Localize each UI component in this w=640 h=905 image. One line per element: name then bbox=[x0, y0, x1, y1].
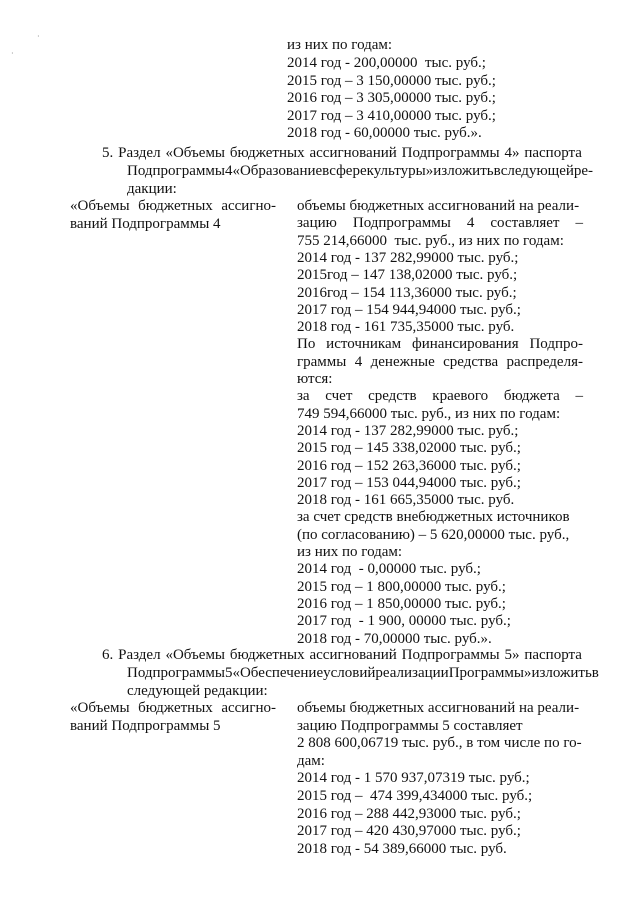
section6-value-line: 2018 год - 54 389,66000 тыс. руб. bbox=[297, 840, 507, 857]
word: изложить bbox=[433, 163, 494, 179]
word: средств bbox=[368, 388, 417, 405]
section5-value-line bbox=[297, 336, 583, 353]
word: культуры» bbox=[366, 163, 434, 179]
word: в bbox=[493, 163, 501, 179]
word: 4» bbox=[504, 145, 520, 161]
word: условий bbox=[323, 665, 376, 681]
section6-value-line: 2017 год – 420 430,97000 тыс. руб.; bbox=[297, 823, 521, 840]
word: в bbox=[591, 665, 599, 681]
section5-value-line: ются: bbox=[297, 371, 333, 387]
word: ассигнований bbox=[309, 647, 397, 663]
word: распределя- bbox=[506, 353, 583, 370]
scan-mark: · bbox=[37, 32, 40, 41]
section6-paragraph-line bbox=[102, 647, 582, 664]
word: изложить bbox=[531, 665, 592, 681]
year-amount-line: 2014 год - 200,00000 тыс. руб.; bbox=[287, 55, 486, 71]
section5-value-line: 2014 год - 137 282,99000 тыс. руб.; bbox=[297, 422, 519, 439]
section5-value-line: 2016 год – 1 850,00000 тыс. руб.; bbox=[297, 595, 506, 612]
section5-value-line: (по согласованию) – 5 620,00000 тыс. руб., bbox=[297, 526, 570, 543]
word: По bbox=[297, 336, 316, 353]
word: Подпрограммы bbox=[352, 215, 451, 232]
section6-value-line: 2 808 600,06719 тыс. руб., в том числе по го- bbox=[297, 735, 582, 752]
word: «Образование bbox=[232, 163, 323, 179]
word: Подпро- bbox=[529, 336, 583, 353]
word: зацию bbox=[297, 215, 337, 232]
year-amount-line: 2017 год – 3 410,00000 тыс. руб.; bbox=[287, 107, 496, 124]
section5-value-line: 749 594,66000 тыс. руб., из них по годам: bbox=[297, 405, 561, 422]
word: следующей bbox=[500, 163, 574, 179]
section6-label-line: ваний Подпрограммы 5 bbox=[70, 717, 221, 734]
section5-value-line: из них по годам: bbox=[297, 544, 403, 560]
year-amount-line: 2018 год - 60,00000 тыс. руб.». bbox=[287, 125, 482, 142]
section5-value-line: 2015 год – 1 800,00000 тыс. руб.; bbox=[297, 578, 506, 595]
section5-value-line: 2018 год - 161 665,35000 тыс. руб. bbox=[297, 492, 515, 509]
section5-value-line: 2016 год – 152 263,36000 тыс. руб.; bbox=[297, 457, 521, 474]
section5-label-line bbox=[70, 198, 276, 215]
section5-value-line: 2017 год – 154 944,94000 тыс. руб.; bbox=[297, 301, 521, 318]
section5-label-line: ваний Подпрограммы 4 bbox=[70, 215, 221, 232]
word: бюджетных bbox=[138, 198, 213, 214]
word: ассигно- bbox=[221, 700, 276, 716]
word: 4 bbox=[354, 353, 363, 370]
section5-value-line: 2017 год - 1 900, 00000 тыс. руб.; bbox=[297, 613, 511, 630]
word: за bbox=[297, 388, 310, 405]
year-amount-line: 2016 год – 3 305,00000 тыс. руб.; bbox=[287, 90, 496, 107]
section5-value-line: за счет средств внебюджетных источников bbox=[297, 509, 570, 526]
word: 6. bbox=[102, 647, 114, 663]
word: реализации bbox=[375, 665, 449, 681]
word: бюджетных bbox=[229, 145, 305, 161]
word: «Объемы bbox=[70, 198, 130, 214]
word: краевого bbox=[432, 388, 489, 405]
section5-paragraph-line bbox=[102, 145, 582, 162]
word: сфере bbox=[329, 163, 367, 179]
word: 5. bbox=[102, 145, 114, 161]
word: бюджета bbox=[503, 388, 560, 405]
word: источникам bbox=[326, 336, 402, 353]
section5-value-line: 755 214,66000 тыс. руб., из них по годам: bbox=[297, 232, 564, 249]
word: денежные bbox=[370, 353, 435, 370]
word: 4 bbox=[466, 215, 475, 232]
section5-value-line: 2015 год – 145 338,02000 тыс. руб.; bbox=[297, 440, 521, 457]
section5-value-line bbox=[297, 354, 583, 371]
section5-value-line: объемы бюджетных ассигнований на реали- bbox=[297, 198, 580, 214]
word: «Объемы bbox=[165, 145, 226, 161]
word: паспорта bbox=[524, 647, 582, 663]
section6-paragraph-line bbox=[127, 665, 599, 682]
section5-value-line bbox=[297, 388, 583, 405]
section5-value-line: 2015год – 147 138,02000 тыс. руб.; bbox=[297, 267, 518, 284]
word: Программы» bbox=[448, 665, 532, 681]
section6-paragraph-line: следующей редакции: bbox=[127, 683, 268, 699]
section6-value-line: 2016 год – 288 442,93000 тыс. руб.; bbox=[297, 805, 521, 822]
word: счет bbox=[325, 388, 353, 405]
section5-value-line: 2014 год - 0,00000 тыс. руб.; bbox=[297, 561, 481, 578]
section6-label-line bbox=[70, 700, 276, 717]
word: граммы bbox=[297, 353, 347, 370]
word: Подпрограммы bbox=[127, 163, 225, 179]
word: финансирования bbox=[411, 336, 519, 353]
word: Подпрограммы bbox=[127, 665, 225, 681]
section5-paragraph-line: дакции: bbox=[127, 181, 177, 197]
section6-value-line: 2014 год - 1 570 937,07319 тыс. руб.; bbox=[297, 770, 530, 787]
section5-value-line bbox=[297, 215, 583, 232]
year-list-heading: из них по годам: bbox=[287, 37, 393, 53]
section5-value-line: 2016год – 154 113,36000 тыс. руб.; bbox=[297, 284, 517, 301]
word: ре- bbox=[573, 163, 594, 179]
section5-value-line: 2014 год - 137 282,99000 тыс. руб.; bbox=[297, 249, 519, 266]
word: в bbox=[322, 163, 330, 179]
year-amount-line: 2015 год – 3 150,00000 тыс. руб.; bbox=[287, 72, 496, 89]
section5-value-line: 2018 год - 70,00000 тыс. руб.». bbox=[297, 630, 492, 647]
section5-value-line: 2018 год - 161 735,35000 тыс. руб. bbox=[297, 319, 515, 336]
word: 5 bbox=[224, 665, 233, 681]
section6-value-line: зацию Подпрограммы 5 составляет bbox=[297, 717, 523, 734]
word: составляет bbox=[490, 215, 560, 232]
word: ассигно- bbox=[221, 198, 276, 214]
word: ассигнований bbox=[309, 145, 397, 161]
word: – bbox=[575, 215, 583, 232]
section6-value-line: 2015 год – 474 399,434000 тыс. руб.; bbox=[297, 788, 533, 804]
word: Подпрограммы bbox=[401, 647, 500, 663]
word: 5» bbox=[504, 647, 520, 663]
word: паспорта bbox=[524, 145, 582, 161]
word: «Объемы bbox=[70, 700, 130, 716]
word: бюджетных bbox=[138, 700, 213, 716]
word: «Обеспечение bbox=[232, 665, 324, 681]
word: Раздел bbox=[118, 145, 161, 161]
section5-paragraph-line bbox=[127, 163, 594, 180]
word: – bbox=[575, 388, 583, 405]
word: бюджетных bbox=[229, 647, 305, 663]
word: 4 bbox=[224, 163, 233, 179]
word: «Объемы bbox=[165, 647, 226, 663]
scan-mark: · bbox=[11, 49, 14, 58]
word: Подпрограммы bbox=[401, 145, 500, 161]
word: средства bbox=[443, 353, 499, 370]
section5-value-line: 2017 год – 153 044,94000 тыс. руб.; bbox=[297, 474, 521, 491]
section6-value-line: объемы бюджетных ассигнований на реали- bbox=[297, 700, 580, 716]
word: Раздел bbox=[118, 647, 161, 663]
section6-value-line: дам: bbox=[297, 752, 325, 769]
